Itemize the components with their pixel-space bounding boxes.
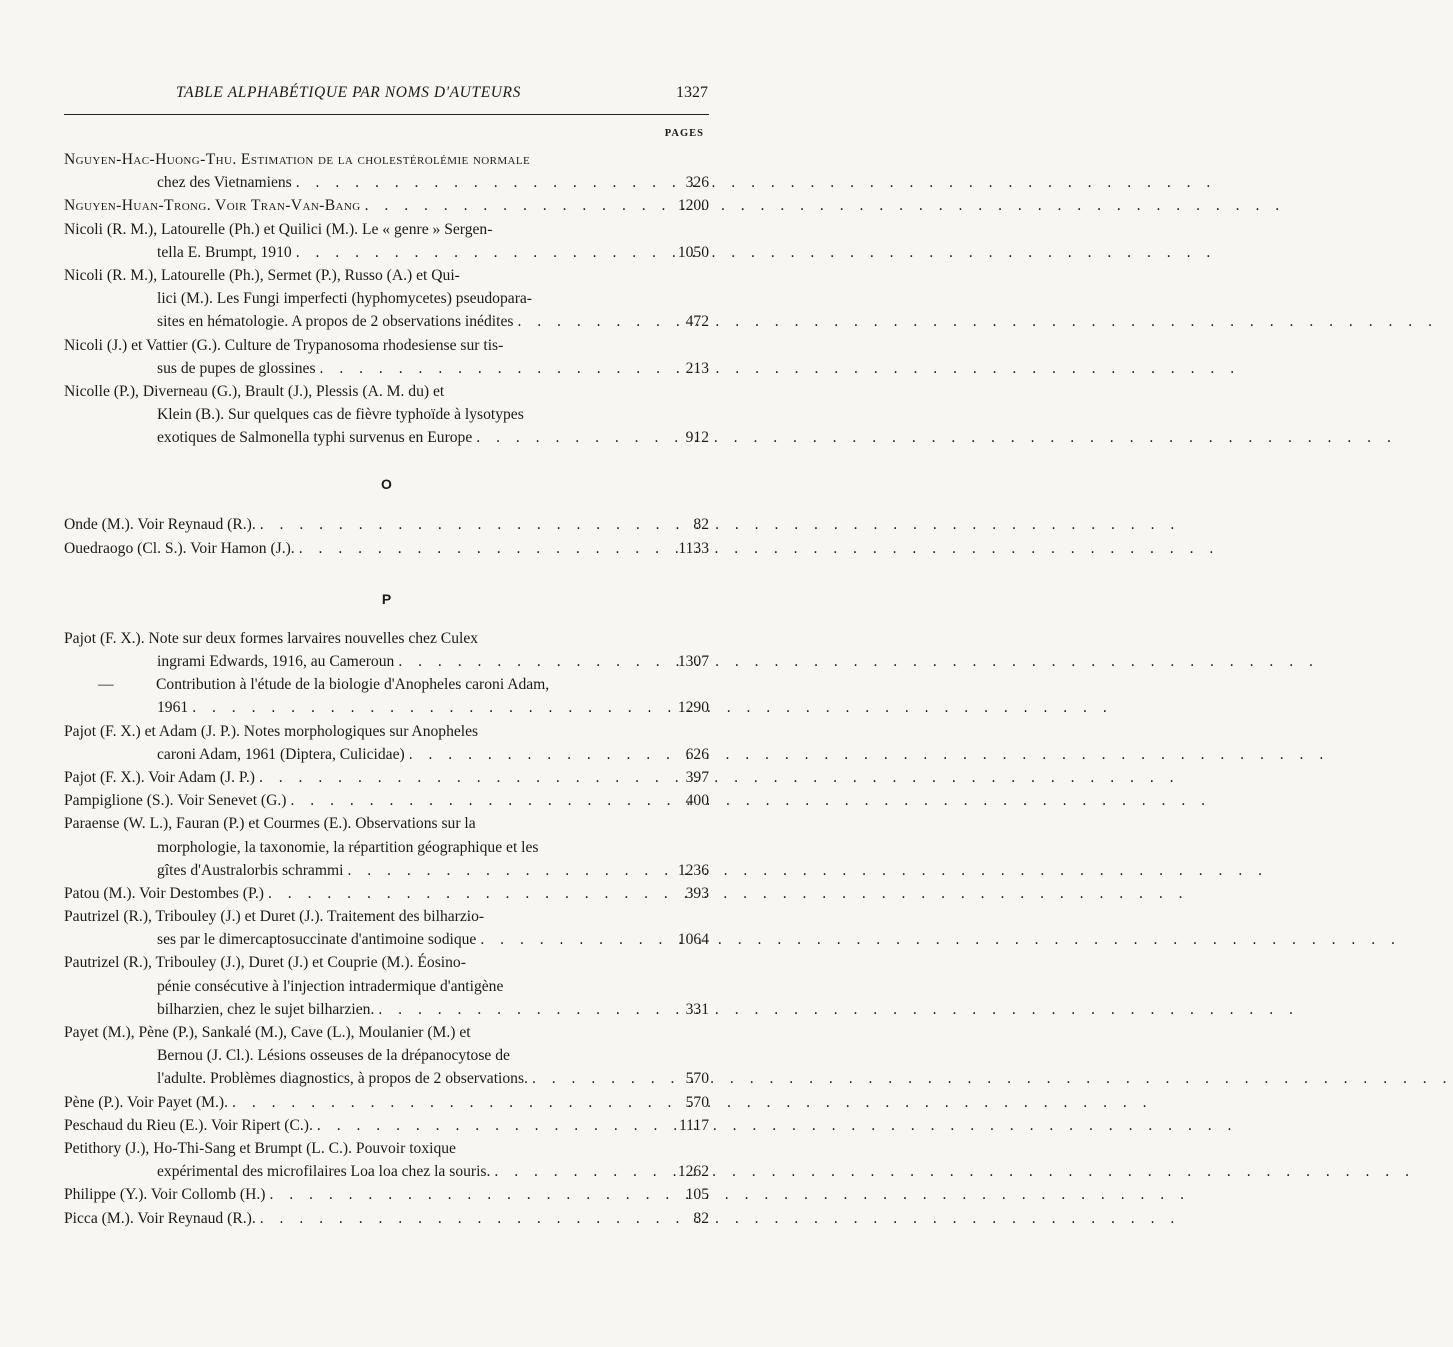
dot-leader xyxy=(398,650,661,673)
index-entry xyxy=(64,720,709,766)
page-reference: 1050 xyxy=(677,243,709,261)
dot-leader xyxy=(269,1183,661,1206)
dot-leader xyxy=(268,882,661,905)
entry-line: ses par le dimercaptosuccinate d'antimoine sodique xyxy=(157,931,477,949)
entry-line: bilharzien, chez le sujet bilharzien. xyxy=(157,1000,375,1018)
entry-line: Paraense (W. L.), Fauran (P.) et Courmes (E.). Observations sur la xyxy=(64,815,476,833)
entry-line: l'adulte. Problèmes diagnostics, à propos de 2 observations. xyxy=(157,1070,528,1088)
dot-leader xyxy=(259,766,661,789)
index-entry xyxy=(64,537,709,560)
page-reference: 1262 xyxy=(677,1163,709,1181)
entry-line: Nicoli (R. M.), Latourelle (Ph.) et Quilici (M.). Le « genre » Sergen- xyxy=(64,220,493,238)
index-entry xyxy=(64,334,709,380)
index-entry xyxy=(64,951,709,1021)
entry-line: Ouedraogo (Cl. S.). Voir Hamon (J.). xyxy=(64,539,295,557)
entry-line: sites en hématologie. A propos de 2 observations inédites xyxy=(157,313,514,331)
entry-line: exotiques de Salmonella typhi survenus en Europe xyxy=(157,429,473,447)
entry-line: Nicoli (J.) et Vattier (G.). Culture de Trypanosoma rhodesiense sur tis- xyxy=(64,336,504,354)
page-reference: 82 xyxy=(693,516,709,534)
entry-line: Pajot (F. X.) et Adam (J. P.). Notes morphologiques sur Anopheles xyxy=(64,722,479,740)
entry-line: tella E. Brumpt, 1910 xyxy=(157,243,292,261)
dot-leader xyxy=(232,1091,661,1114)
dot-leader xyxy=(378,998,661,1021)
entry-line: sus de pupes de glossines xyxy=(157,359,316,377)
page-reference: 393 xyxy=(685,884,709,902)
entry-line: Pajot (F. X.). Note sur deux formes larvaires nouvelles chez Culex xyxy=(64,629,479,647)
index-entry xyxy=(64,1207,709,1230)
dot-leader xyxy=(517,310,661,333)
page-reference: 570 xyxy=(685,1070,709,1088)
dot-leader xyxy=(409,743,661,766)
running-title: TABLE ALPHABÉTIQUE PAR NOMS D'AUTEURS xyxy=(176,84,521,101)
entry-line: Peschaud du Rieu (E.). Voir Ripert (C.). xyxy=(64,1116,313,1134)
page-reference: 400 xyxy=(685,792,709,810)
page-reference: 912 xyxy=(685,429,709,447)
page-reference: 1117 xyxy=(678,1116,709,1134)
index-entry xyxy=(64,789,709,812)
section-letter-p: P xyxy=(381,590,392,607)
page-reference: 570 xyxy=(685,1093,709,1111)
dot-leader xyxy=(260,513,661,536)
entry-line: Petithory (J.), Ho-Thi-Sang et Brumpt (L. C.). Pouvoir toxique xyxy=(64,1139,456,1157)
page-reference: 1200 xyxy=(677,197,709,215)
header-rule xyxy=(64,114,709,115)
ditto-dash: — xyxy=(98,676,114,694)
page-reference: 1133 xyxy=(678,539,709,557)
section-letter-o: O xyxy=(381,476,392,493)
index-entry xyxy=(64,380,709,450)
dot-leader xyxy=(260,1207,661,1230)
dot-leader xyxy=(290,789,661,812)
index-entry xyxy=(64,194,709,217)
index-entry xyxy=(64,148,709,194)
dot-leader xyxy=(476,426,661,449)
dot-leader xyxy=(480,928,661,951)
dot-leader xyxy=(296,171,661,194)
dot-leader xyxy=(347,859,661,882)
dot-leader xyxy=(299,537,661,560)
entry-line: Pautrizel (R.), Tribouley (J.) et Duret (J.). Traitement des bilharzio- xyxy=(64,908,485,926)
index-entry xyxy=(64,513,709,536)
dot-leader xyxy=(365,194,661,217)
page-reference: 82 xyxy=(693,1209,709,1227)
index-entry xyxy=(64,812,709,882)
index-entry xyxy=(64,1114,709,1137)
page-reference: 1307 xyxy=(677,653,709,670)
page-reference: 397 xyxy=(685,768,709,786)
entry-line: Klein (B.). Sur quelques cas de fièvre typhoïde à lysotypes xyxy=(157,406,524,424)
dot-leader xyxy=(494,1160,661,1183)
entry-line: Patou (M.). Voir Destombes (P.) xyxy=(64,884,264,902)
entry-line: Onde (M.). Voir Reynaud (R.). xyxy=(64,516,256,534)
index-entry xyxy=(64,1091,709,1114)
page-number: 1327 xyxy=(676,84,708,101)
dot-leader xyxy=(320,357,661,380)
index-entry xyxy=(64,1021,709,1091)
entry-line: Payet (M.), Pène (P.), Sankalé (M.), Cave (L.), Moulanier (M.) et xyxy=(64,1024,471,1041)
index-entry xyxy=(64,882,709,905)
entry-line: Pène (P.). Voir Payet (M.). xyxy=(64,1093,229,1111)
entry-line: Pajot (F. X.). Voir Adam (J. P.) xyxy=(64,768,255,786)
entry-line: Picca (M.). Voir Reynaud (R.). xyxy=(64,1209,256,1227)
index-entry xyxy=(64,264,709,334)
entry-line: Pautrizel (R.), Tribouley (J.), Duret (J.) et Couprie (M.). Éosino- xyxy=(64,954,466,972)
dot-leader xyxy=(192,696,661,719)
index-entry xyxy=(64,673,709,719)
entry-line: gîtes d'Australorbis schrammi xyxy=(157,861,344,879)
page-reference: 1290 xyxy=(677,699,709,717)
entry-line: Contribution à l'étude de la biologie d'Anopheles caroni Adam, xyxy=(156,676,550,694)
entry-line: morphologie, la taxonomie, la répartition géographique et les xyxy=(157,838,539,856)
index-entry xyxy=(64,1137,709,1183)
index-body xyxy=(64,148,709,1230)
entry-line: Pampiglione (S.). Voir Senevet (G.) xyxy=(64,792,287,810)
entry-line: lici (M.). Les Fungi imperfecti (hyphomycetes) pseudopara- xyxy=(157,290,533,308)
dot-leader xyxy=(296,241,661,264)
entry-line: pénie consécutive à l'injection intradermique d'antigène xyxy=(157,977,504,995)
entry-line: Nicolle (P.), Diverneau (G.), Brault (J.), Plessis (A. M. du) et xyxy=(64,382,445,400)
entry-line: Nicoli (R. M.), Latourelle (Ph.), Sermet (P.), Russo (A.) et Qui- xyxy=(64,266,460,284)
index-entry xyxy=(64,905,709,951)
index-entry xyxy=(64,627,709,673)
dot-leader xyxy=(317,1114,661,1137)
page-reference: 331 xyxy=(685,1000,709,1018)
entry-line: Bernou (J. Cl.). Lésions osseuses de la drépanocytose de xyxy=(157,1047,510,1065)
entry-line: Nguyen-Huan-Trong. Voir Tran-Van-Bang xyxy=(64,197,361,215)
index-entry xyxy=(64,766,709,789)
dot-leader xyxy=(532,1067,661,1090)
entry-line: Nguyen-Hac-Huong-Thu. Estimation de la cholestérolémie normale xyxy=(64,151,531,168)
entry-line: chez des Vietnamiens xyxy=(157,174,292,192)
page-reference: 626 xyxy=(685,745,709,763)
page-reference: 326 xyxy=(685,174,709,192)
entry-line: caroni Adam, 1961 (Diptera, Culicidae) xyxy=(157,745,405,763)
index-entry xyxy=(64,218,709,264)
page-reference: 1236 xyxy=(677,861,709,879)
entry-line: expérimental des microfilaires Loa loa chez la souris. xyxy=(157,1163,491,1181)
page-reference: 1064 xyxy=(677,931,709,949)
entry-line: Philippe (Y.). Voir Collomb (H.) xyxy=(64,1186,266,1204)
entry-line: 1961 xyxy=(157,699,189,717)
pages-column-label: PAGES xyxy=(664,128,704,139)
page-reference: 105 xyxy=(685,1186,709,1204)
page-reference: 213 xyxy=(685,359,709,377)
index-entry xyxy=(64,1183,709,1206)
page-reference: 472 xyxy=(685,313,709,331)
entry-line: ingrami Edwards, 1916, au Cameroun xyxy=(157,653,395,670)
